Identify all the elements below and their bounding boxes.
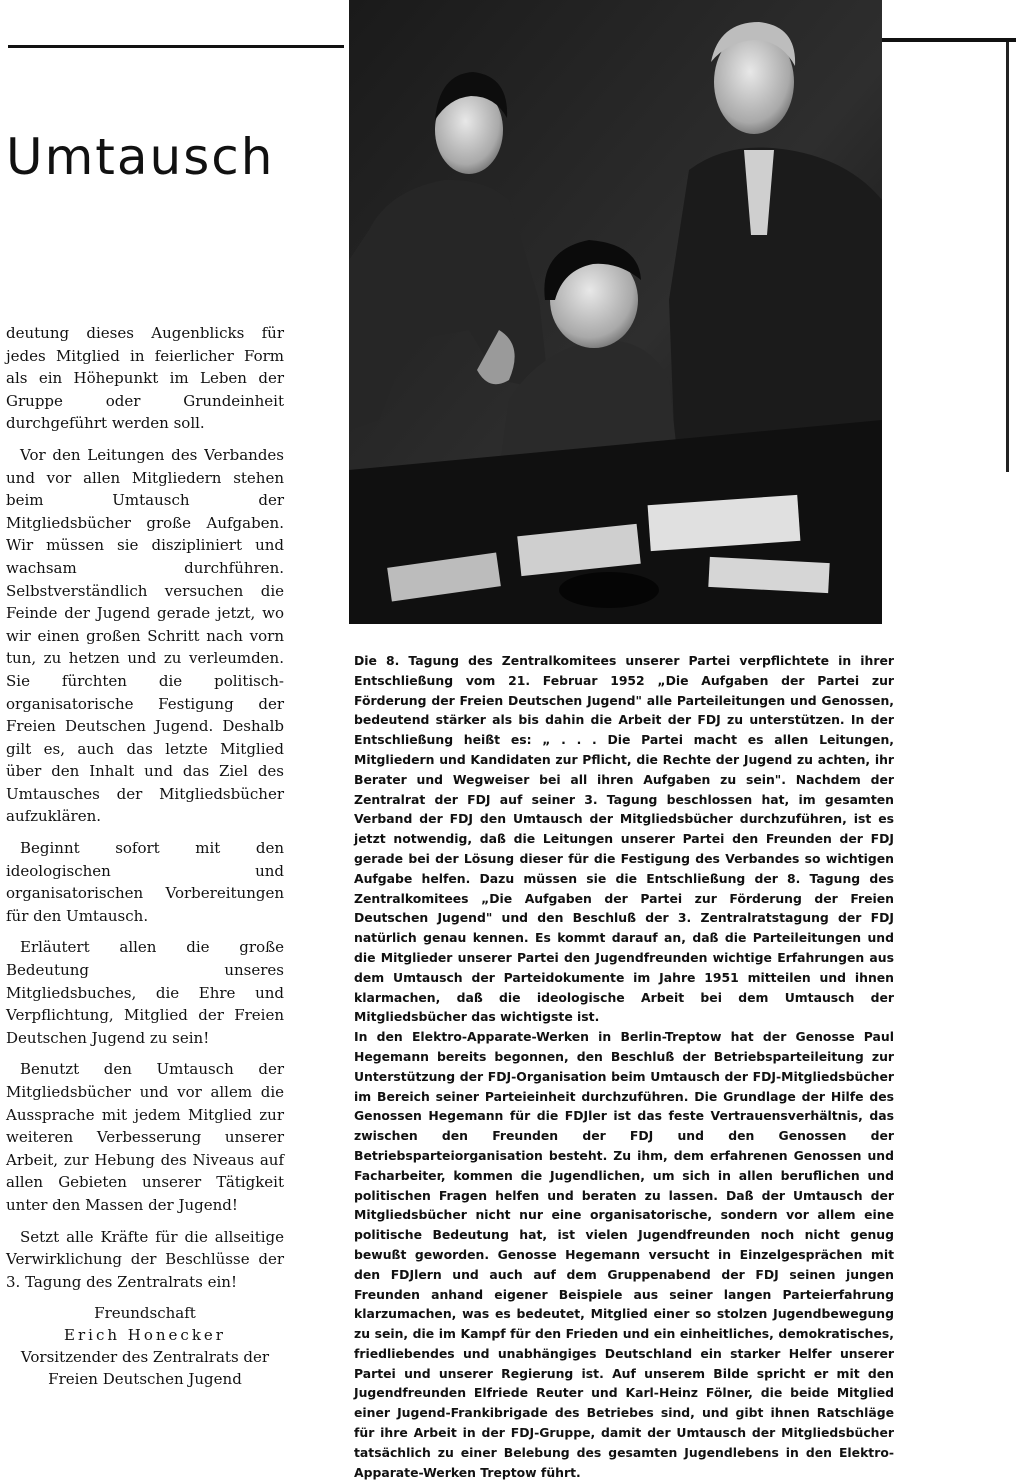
article-heading: Umtausch [6, 128, 275, 186]
article-paragraph: Setzt alle Kräfte für die allseitige Verwirklichung der Beschlüsse der 3. Tagung des Zentralrats ein! [6, 1227, 284, 1291]
top-rule-right [882, 38, 1016, 42]
photo-caption [354, 651, 894, 1482]
signature-block [6, 1302, 284, 1390]
signature-greeting: Freundschaft [94, 1304, 196, 1323]
article-paragraph: Erläutert allen die große Bedeutung unseres Mitgliedsbuches, die Ehre und Verpflichtung, Mitglied der Freien Deutschen Jugend zu sein! [6, 938, 284, 1047]
article-body [6, 322, 284, 1390]
right-margin-line [1006, 42, 1009, 472]
caption-paragraph: In den Elektro-Apparate-Werken in Berlin-Treptow hat der Genosse Paul Hegemann bereits begonnen, den Beschluß der Betriebsparteileitung zur Unterstützung der FDJ-Organisation beim Umtausch der FDJ-Mitgliedsbücher im Bereich seiner Parteieinheit durchzuführen. Die Grundlage der Hilfe des Genossen Hegemann für die FDJler ist das feste Vertrauensverhältnis, das zwischen den Freunden der FDJ und den Genossen der Betriebsparteiorganisation besteht. Zu ihm, dem erfahrenen Genossen und Facharbeiter, kommen die Jugendlichen, um sich in allen beruflichen und politischen Fragen helfen und beraten zu lassen. Daß der Umtausch der Mitgliedsbücher nicht nur eine organisatorische, sondern vor allem eine politische Bedeutung hat, ist vielen Jugendfreunden noch nicht genug bewußt geworden. Genosse Hegemann versucht in Einzelgesprächen mit den FDJlern und auch auf dem Gruppenabend der FDJ seinen jungen Freunden anhand eigener Beispiele aus seiner langen Parteierfahrung klarzumachen, was es bedeutet, Mitglied einer so stolzen Jugendbewegung zu sein, die im Kampf für den Frieden und ein einheitliches, demokratisches, friedliebendes und unabhängiges Deutschland ein starker Helfer unserer Partei und unserer Regierung ist. Auf unserem Bilde spricht er mit den Jugendfreunden Elfriede Reuter und Karl-Heinz Fölner, die beide Mitglied einer Jugend-Frankibrigade des Betriebes sind, und gibt ihnen Ratschläge für ihre Arbeit in der FDJ-Gruppe, damit der Umtausch der Mitgliedsbücher tatsächlich zu einer Belebung des gesamten Jugendlebens in den Elektro-Apparate-Werken Treptow führt. [354, 1029, 894, 1480]
top-rule-left [8, 45, 344, 48]
article-paragraph: Vor den Leitungen des Verbandes und vor allen Mitgliedern stehen beim Umtausch der Mitgliedsbücher große Aufgaben. Wir müssen sie diszipliniert und wachsam durchführen. Selbstverständlich versuchen die Feinde der Jugend gerade jetzt, wo wir einen großen Schritt nach vorn tun, zu hetzen und zu verleumden. Sie fürchten die politisch-organisatorische Festigung der Freien Deutschen Jugend. Deshalb gilt es, auch das letzte Mitglied über den Inhalt und das Ziel des Umtausches der Mitgliedsbücher aufzuklären. [6, 445, 284, 826]
article-paragraph: deutung dieses Augenblicks für jedes Mitglied in feierlicher Form als ein Höhepunkt im Leben der Gruppe oder Grundeinheit durchgeführt werden soll. [6, 324, 284, 433]
photo-meeting [349, 0, 882, 624]
signature-title-line1: Vorsitzender des Zentralrats der [20, 1348, 270, 1367]
signature-title-line2: Freien Deutschen Jugend [48, 1370, 242, 1389]
caption-paragraph: Die 8. Tagung des Zentralkomitees unserer Partei verpflichtete in ihrer Entschließung vom 21. Februar 1952 „Die Aufgaben der Partei zur Förderung der Freien Deutschen Jugend" alle Parteileitungen und Genossen, bedeutend stärker als bis dahin die Arbeit der FDJ zu unterstützen. In der Entschließung heißt es: „ . . . Die Partei macht es allen Leitungen, Mitgliedern und Kandidaten zur Pflicht, die Rechte der Jugend zu achten, ihr Berater und Wegweiser bei all ihren Aufgaben zu sein". Nachdem der Zentralrat der FDJ auf seiner 3. Tagung beschlossen hat, im gesamten Verband der FDJ den Umtausch der Mitgliedsbücher durchzuführen, ist es jetzt notwendig, daß die Leitungen unserer Partei den Freunden der FDJ gerade bei der Lösung dieser für die Festigung des Verbandes so wichtigen Aufgabe helfen. Dazu müssen sie die Entschließung der 8. Tagung des Zentralkomitees „Die Aufgaben der Partei zur Förderung der Freien Deutschen Jugend" und den Beschluß der 3. Zentralratstagung der FDJ natürlich genau kennen. Es kommt darauf an, daß die Parteileitungen und die Mitglieder unserer Partei den Jugendfreunden wichtige Erfahrungen aus dem Umtausch der Parteidokumente im Jahre 1951 mitteilen und ihnen klarmachen, daß die ideologische Arbeit bei dem Umtausch der Mitgliedsbücher das wichtigste ist. [354, 653, 894, 1025]
photo-illustration [349, 0, 882, 624]
signature-name: Erich Honecker [64, 1326, 226, 1345]
article-paragraph: Beginnt sofort mit den ideologischen und organisatorischen Vorbereitungen für den Umtausch. [6, 839, 284, 925]
article-paragraph: Benutzt den Umtausch der Mitgliedsbücher und vor allem die Aussprache mit jedem Mitglied zur weiteren Verbesserung unserer Arbeit, zur Hebung des Niveaus auf allen Gebieten unserer Tätigkeit unter den Massen der Jugend! [6, 1060, 284, 1214]
